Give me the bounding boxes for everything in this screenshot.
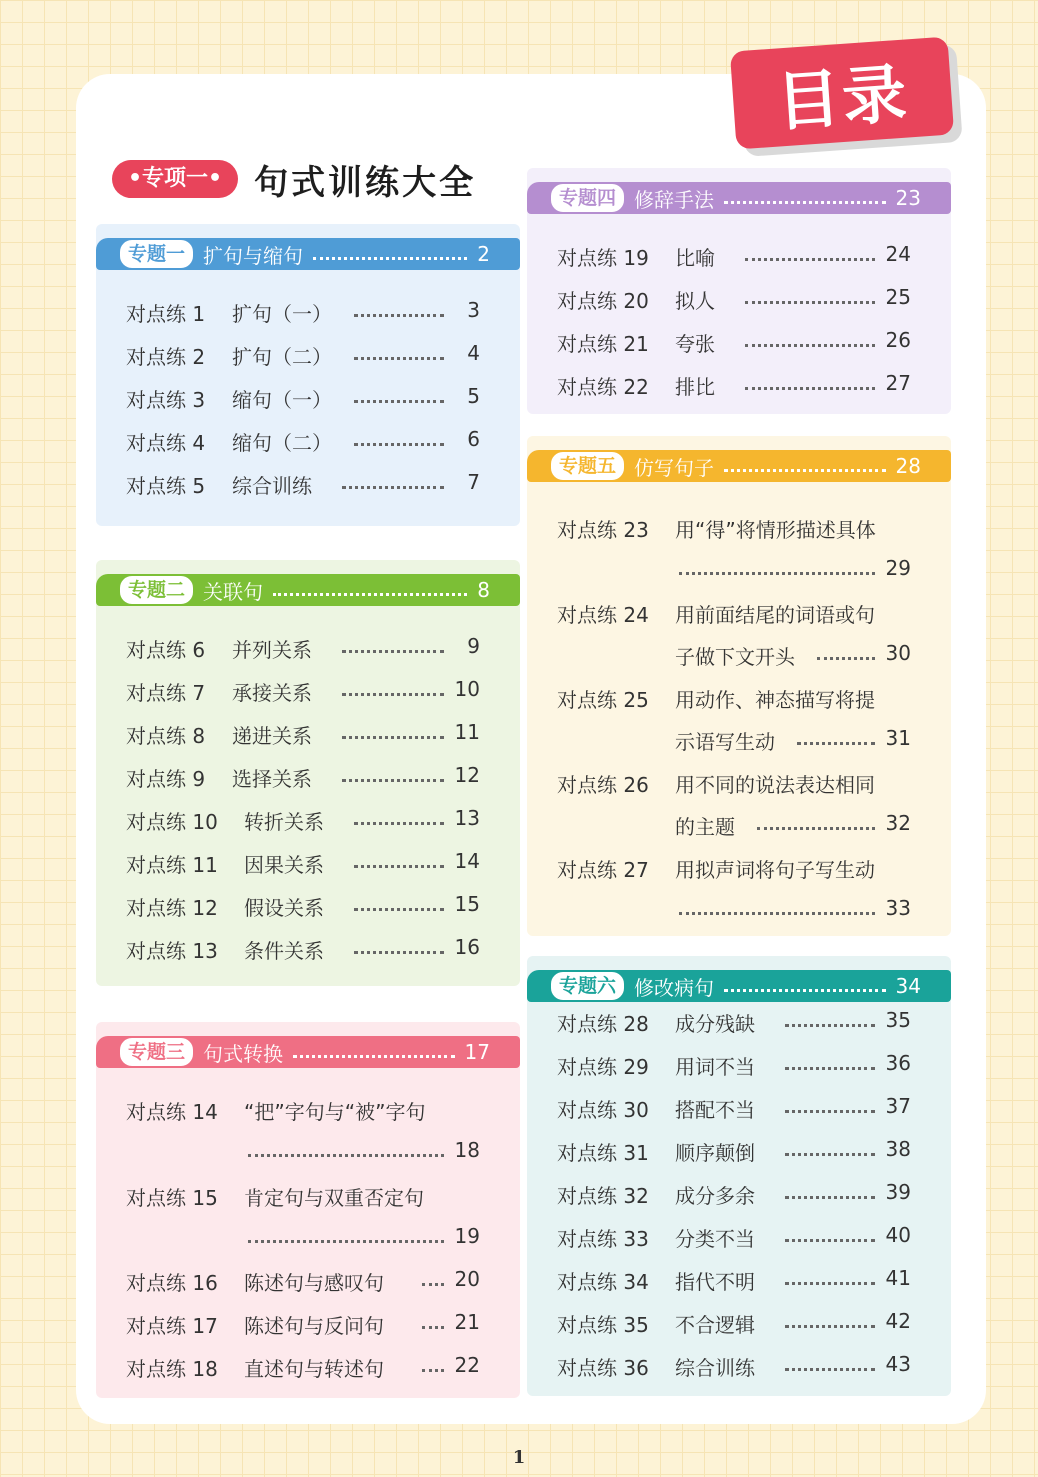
toc-entry[interactable] [557,1094,911,1124]
leader-dots [785,1024,875,1027]
section-name: 关联句 [203,579,264,604]
entry-title-continued: 的主题 [675,815,735,839]
entry-number: 对点练 16 [126,1271,218,1295]
entry-number: 对点练 28 [557,1012,649,1036]
entry-title: 承接关系 [232,681,312,705]
section-header[interactable] [96,1036,520,1068]
section-3 [96,1022,520,1398]
toc-entry[interactable] [557,328,911,358]
leader-dots [785,1153,875,1156]
leader-dots [354,908,444,911]
leader-dots [342,736,444,739]
entry-title: 分类不当 [675,1227,755,1251]
entry-number: 对点练 11 [126,853,218,877]
section-name: 句式转换 [203,1041,284,1066]
entry-page: 41 [885,1266,911,1290]
toc-entry[interactable] [126,806,480,836]
section-name: 扩句与缩句 [203,243,304,268]
page-number: 1 [512,1447,526,1468]
entry-number: 对点练 25 [557,688,649,712]
section-2 [96,560,520,986]
entry-page: 31 [885,726,911,750]
entry-title: 陈述句与感叹句 [244,1271,384,1295]
section-tag: 专题六 [551,972,624,1000]
toc-entry[interactable] [126,341,480,371]
toc-entry[interactable] [557,285,911,315]
entry-page: 19 [454,1224,480,1248]
entry-title-continued: 子做下文开头 [675,645,795,669]
entry-number: 对点练 1 [126,302,206,326]
toc-entry[interactable] [557,1309,911,1339]
toc-entry[interactable] [557,854,911,926]
entry-title: 夸张 [675,332,715,356]
entry-title: 搭配不当 [675,1098,755,1122]
entry-number: 对点练 33 [557,1227,649,1251]
leader-dots [785,1110,875,1113]
entry-title: 缩句（一） [232,388,332,412]
toc-entry[interactable] [126,935,480,965]
entry-number: 对点练 3 [126,388,206,412]
section-name: 修辞手法 [634,187,715,212]
toc-entry[interactable] [557,1008,911,1038]
section-page: 2 [477,242,490,266]
special-pill: •专项一• [112,160,238,198]
leader-dots [785,1325,875,1328]
entry-title: 并列关系 [232,638,312,662]
leader-dots [724,469,886,472]
entry-number: 对点练 36 [557,1356,649,1380]
leader-dots [248,1154,444,1157]
leader-dots [342,779,444,782]
section-header[interactable] [96,238,520,270]
section-page: 8 [477,578,490,602]
entry-page: 20 [454,1267,480,1291]
section-name: 仿写句子 [634,455,715,480]
section-header[interactable] [527,450,951,482]
leader-dots [757,827,875,830]
leader-dots [342,693,444,696]
section-name: 修改病句 [634,975,715,1000]
entry-number: 对点练 26 [557,773,649,797]
entry-page: 16 [454,935,480,959]
leader-dots [724,989,886,992]
entry-number: 对点练 12 [126,896,218,920]
entry-number: 对点练 30 [557,1098,649,1122]
toc-entry[interactable] [557,684,911,756]
entry-title: 扩句（一） [232,302,332,326]
toc-entry[interactable] [126,1267,480,1297]
entry-title: 假设关系 [244,896,324,920]
entry-page: 9 [467,634,480,658]
leader-dots [354,865,444,868]
entry-page: 21 [454,1310,480,1334]
entry-title: 扩句（二） [232,345,332,369]
entry-title: 陈述句与反问句 [244,1314,384,1338]
toc-entry[interactable] [126,298,480,328]
entry-number: 对点练 32 [557,1184,649,1208]
entry-title: 指代不明 [675,1270,755,1294]
toc-entry[interactable] [557,1352,911,1382]
special-title: 句式训练大全 [254,162,477,203]
entry-page: 22 [454,1353,480,1377]
leader-dots [354,314,444,317]
leader-dots [785,1282,875,1285]
entry-title: 比喻 [675,246,715,270]
entry-number: 对点练 34 [557,1270,649,1294]
section-header[interactable] [96,574,520,606]
entry-number: 对点练 9 [126,767,206,791]
toc-entry[interactable] [557,1266,911,1296]
section-header[interactable] [527,182,951,214]
leader-dots [745,301,875,304]
leader-dots [797,742,875,745]
section-header[interactable] [527,970,951,1002]
toc-entry[interactable] [557,1223,911,1253]
section-tag: 专题五 [551,452,624,480]
leader-dots [785,1067,875,1070]
section-page: 17 [464,1040,490,1064]
entry-title: 拟人 [675,289,715,313]
leader-dots [422,1369,444,1372]
entry-number: 对点练 15 [126,1186,218,1210]
leader-dots [422,1283,444,1286]
entry-page: 35 [885,1008,911,1032]
leader-dots [785,1368,875,1371]
leader-dots [354,357,444,360]
entry-title: 转折关系 [244,810,324,834]
section-tag: 专题一 [120,240,193,268]
toc-entry[interactable] [126,470,480,500]
leader-dots [342,650,444,653]
entry-title: 用拟声词将句子写生动 [675,858,875,882]
leader-dots [785,1196,875,1199]
toc-entry[interactable] [126,1353,480,1383]
entry-number: 对点练 17 [126,1314,218,1338]
toc-entry[interactable] [557,1051,911,1081]
toc-entry[interactable] [126,1310,480,1340]
entry-page: 40 [885,1223,911,1247]
toc-entry[interactable] [126,720,480,750]
entry-page: 26 [885,328,911,352]
entry-title: 成分残缺 [675,1012,755,1036]
leader-dots [354,443,444,446]
entry-number: 对点练 7 [126,681,206,705]
section-1 [96,224,520,526]
leader-dots [745,344,875,347]
section-tag: 专题二 [120,576,193,604]
entry-title: 因果关系 [244,853,324,877]
entry-number: 对点练 24 [557,603,649,627]
leader-dots [724,201,886,204]
section-4 [527,168,951,414]
entry-page: 43 [885,1352,911,1376]
leader-dots [745,258,875,261]
entry-title: 顺序颠倒 [675,1141,755,1165]
entry-page: 14 [454,849,480,873]
toc-entry[interactable] [557,1180,911,1210]
entry-number: 对点练 2 [126,345,206,369]
entry-page: 33 [885,896,911,920]
toc-entry[interactable] [126,763,480,793]
toc-entry[interactable] [126,892,480,922]
entry-page: 7 [467,470,480,494]
entry-title: 用不同的说法表达相同 [675,773,875,797]
section-tag: 专题三 [120,1038,193,1066]
section-page: 23 [895,186,921,210]
entry-number: 对点练 4 [126,431,206,455]
entry-number: 对点练 21 [557,332,649,356]
entry-title: 排比 [675,375,715,399]
leader-dots [354,951,444,954]
entry-page: 24 [885,242,911,266]
toc-entry[interactable] [557,599,911,671]
leader-dots [354,400,444,403]
toc-entry[interactable] [126,634,480,664]
leader-dots [817,657,875,660]
entry-title: 选择关系 [232,767,312,791]
entry-title: 用前面结尾的词语或句 [675,603,875,627]
toc-entry[interactable] [557,1137,911,1167]
entry-page: 37 [885,1094,911,1118]
toc-entry[interactable] [126,384,480,414]
entry-number: 对点练 19 [557,246,649,270]
leader-dots [422,1326,444,1329]
toc-entry[interactable] [126,1182,480,1254]
toc-entry[interactable] [126,677,480,707]
leader-dots [313,257,467,260]
entry-number: 对点练 31 [557,1141,649,1165]
entry-number: 对点练 10 [126,810,218,834]
leader-dots [745,387,875,390]
entry-title-continued: 示语写生动 [675,730,775,754]
entry-page: 5 [467,384,480,408]
entry-page: 42 [885,1309,911,1333]
toc-entry[interactable] [557,514,911,586]
entry-title: 综合训练 [232,474,312,498]
entry-page: 13 [454,806,480,830]
page-title: 目录 [730,37,954,150]
section-6 [527,956,951,1396]
entry-number: 对点练 20 [557,289,649,313]
entry-number: 对点练 6 [126,638,206,662]
entry-number: 对点练 27 [557,858,649,882]
leader-dots [293,1055,455,1058]
entry-number: 对点练 5 [126,474,206,498]
entry-number: 对点练 13 [126,939,218,963]
entry-title: 肯定句与双重否定句 [244,1186,424,1210]
entry-number: 对点练 8 [126,724,206,748]
entry-number: 对点练 14 [126,1100,218,1124]
entry-title: 不合逻辑 [675,1313,755,1337]
toc-entry[interactable] [557,242,911,272]
leader-dots [248,1240,444,1243]
entry-title: 缩句（二） [232,431,332,455]
entry-page: 38 [885,1137,911,1161]
entry-page: 15 [454,892,480,916]
entry-page: 25 [885,285,911,309]
entry-title: 综合训练 [675,1356,755,1380]
section-page: 34 [895,974,921,998]
entry-number: 对点练 35 [557,1313,649,1337]
toc-entry[interactable] [126,427,480,457]
leader-dots [342,486,444,489]
entry-title: 条件关系 [244,939,324,963]
entry-page: 29 [885,556,911,580]
entry-number: 对点练 23 [557,518,649,542]
leader-dots [354,822,444,825]
entry-page: 3 [467,298,480,322]
entry-title: 直述句与转述句 [244,1357,384,1381]
entry-page: 12 [454,763,480,787]
entry-page: 18 [454,1138,480,1162]
leader-dots [273,593,467,596]
leader-dots [785,1239,875,1242]
entry-page: 10 [454,677,480,701]
entry-title: 递进关系 [232,724,312,748]
entry-page: 6 [467,427,480,451]
entry-page: 30 [885,641,911,665]
entry-page: 4 [467,341,480,365]
toc-entry[interactable] [557,769,911,841]
entry-title: 成分多余 [675,1184,755,1208]
leader-dots [679,572,875,575]
toc-entry[interactable] [126,849,480,879]
entry-title: “把”字句与“被”字句 [244,1100,426,1124]
special-heading [112,154,476,204]
entry-number: 对点练 29 [557,1055,649,1079]
entry-number: 对点练 18 [126,1357,218,1381]
toc-entry[interactable] [557,371,911,401]
leader-dots [679,912,875,915]
toc-entry[interactable] [126,1096,480,1168]
section-5 [527,436,951,936]
entry-title: 用“得”将情形描述具体 [675,518,876,542]
entry-page: 36 [885,1051,911,1075]
entry-page: 11 [454,720,480,744]
entry-page: 32 [885,811,911,835]
entry-number: 对点练 22 [557,375,649,399]
entry-title: 用动作、神态描写将提 [675,688,875,712]
entry-page: 27 [885,371,911,395]
section-tag: 专题四 [551,184,624,212]
section-page: 28 [895,454,921,478]
entry-page: 39 [885,1180,911,1204]
entry-title: 用词不当 [675,1055,755,1079]
